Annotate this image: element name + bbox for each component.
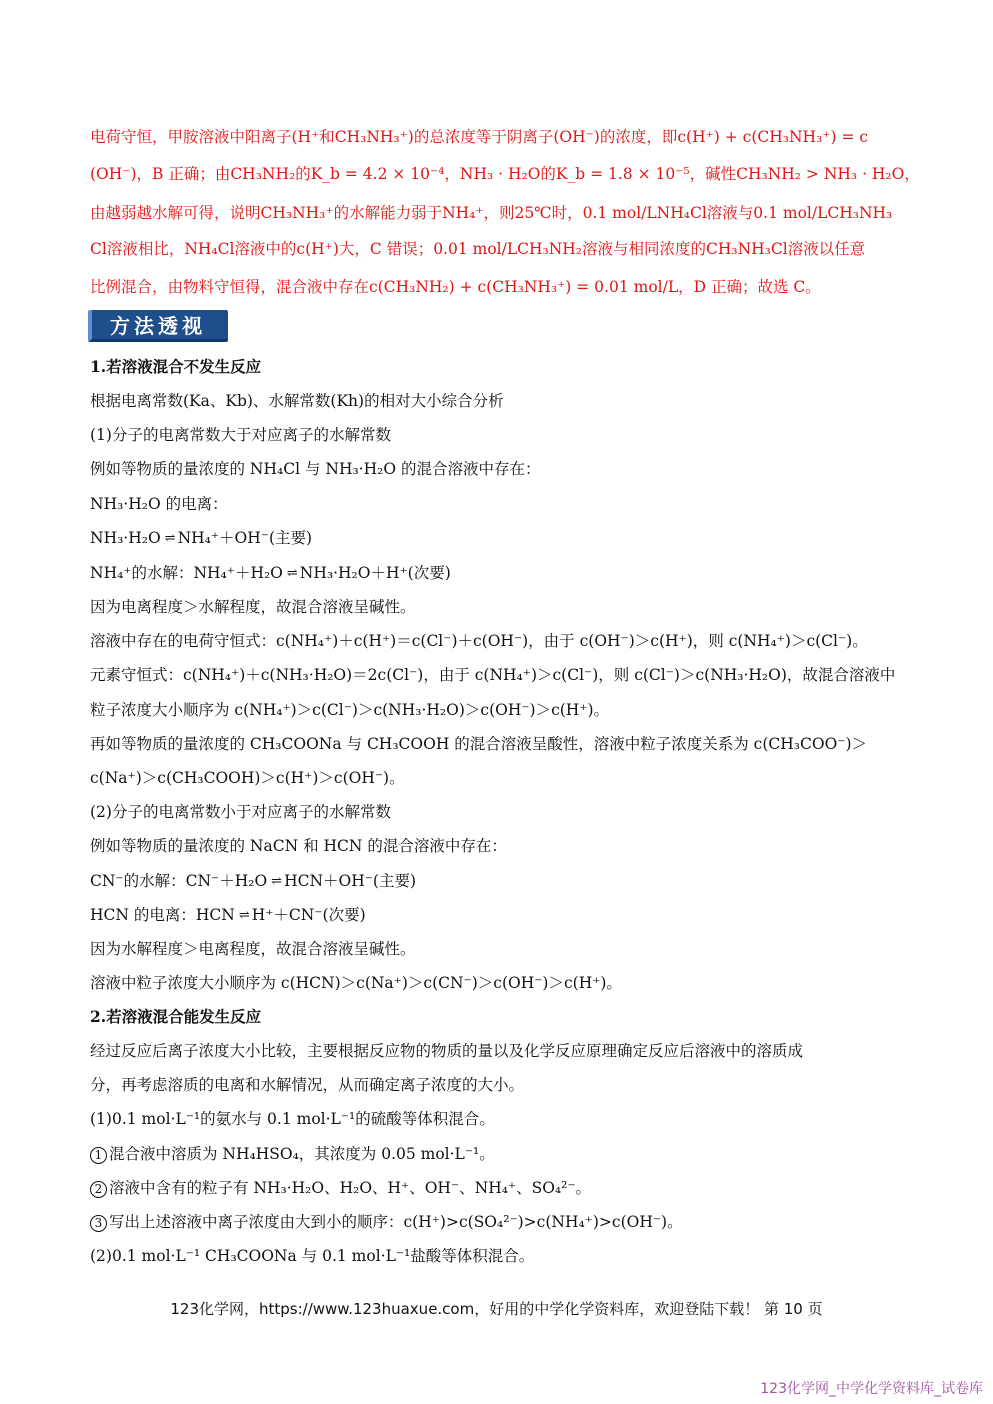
- equation-line: [90, 528, 312, 550]
- paragraph: (2)0.1 mol·L⁻¹ CH₃COONa 与 0.1 mol·L⁻¹盐酸等体积混合。: [90, 1247, 535, 1265]
- heading-no-reaction: 1.若溶液混合不发生反应: [90, 357, 262, 376]
- paragraph: 粒子浓度大小顺序为 c(NH₄⁺)＞c(Cl⁻)＞c(NH₃·H₂O)＞c(OH⁻)＞c(H⁺)。: [90, 701, 610, 719]
- equation-left: CN⁻的水解：CN⁻＋H₂O: [90, 872, 268, 890]
- paragraph: 因为水解程度＞电离程度，故混合溶液呈碱性。: [90, 940, 416, 958]
- equation-line: [90, 905, 366, 927]
- section-badge-label: 方法透视: [110, 314, 206, 338]
- equation-right: HCN＋OH⁻(主要): [284, 872, 417, 890]
- explanation-line-3: 由越弱越水解可得，说明CH₃NH₃⁺的水解能力弱于NH₄⁺，则25℃时，0.1 mol/LNH₄Cl溶液与0.1 mol/LCH₃NH₃: [90, 204, 893, 222]
- page-footer: 123化学网，https://www.123huaxue.com，好用的中学化学资料库，欢迎登陆下载！ 第 10 页: [170, 1300, 823, 1318]
- watermark: 123化学网_中学化学资料库_试卷库: [760, 1381, 983, 1397]
- paragraph: 经过反应后离子浓度大小比较，主要根据反应物的物质的量以及化学反应原理确定反应后溶液中的溶质成: [90, 1042, 804, 1060]
- equation-right: NH₃·H₂O＋H⁺(次要): [299, 564, 451, 582]
- numbered-item: [90, 1178, 591, 1198]
- equation-left: HCN 的电离：HCN: [90, 906, 235, 924]
- paragraph: 溶液中粒子浓度大小顺序为 c(HCN)＞c(Na⁺)＞c(CN⁻)＞c(OH⁻)＞c(H⁺)。: [90, 974, 622, 992]
- numbered-item: [90, 1144, 495, 1164]
- heading-with-reaction: 2.若溶液混合能发生反应: [90, 1007, 262, 1026]
- explanation-line-1: 电荷守恒，甲胺溶液中阳离子(H⁺和CH₃NH₃⁺)的总浓度等于阴离子(OH⁻)的浓度，即c(H⁺) + c(CH₃NH₃⁺) = c: [90, 128, 869, 146]
- paragraph: 元素守恒式：c(NH₄⁺)＋c(NH₃·H₂O)＝2c(Cl⁻)，由于 c(NH₄⁺)＞c(Cl⁻)，则 c(Cl⁻)＞c(NH₃·H₂O)，故混合溶液中: [90, 666, 896, 684]
- circled-number: 2: [90, 1181, 107, 1198]
- item-text: 写出上述溶液中离子浓度由大到小的顺序：c(H⁺)>c(SO₄²⁻)>c(NH₄⁺)>c(OH⁻)。: [109, 1213, 683, 1231]
- equation-right: H⁺＋CN⁻(次要): [251, 906, 366, 924]
- paragraph: 因为电离程度＞水解程度，故混合溶液呈碱性。: [90, 598, 416, 616]
- paragraph: 例如等物质的量浓度的 NaCN 和 HCN 的混合溶液中存在：: [90, 837, 507, 855]
- equation-left: NH₃·H₂O: [90, 529, 161, 547]
- paragraph: NH₃·H₂O 的电离：: [90, 495, 228, 513]
- circled-number: 1: [90, 1147, 107, 1164]
- paragraph: 根据电离常数(Ka、Kb)、水解常数(Kh)的相对大小综合分析: [90, 392, 504, 410]
- paragraph: (2)分子的电离常数小于对应离子的水解常数: [90, 803, 391, 821]
- item-text: 溶液中含有的粒子有 NH₃·H₂O、H₂O、H⁺、OH⁻、NH₄⁺、SO₄²⁻。: [109, 1179, 592, 1197]
- paragraph: (1)分子的电离常数大于对应离子的水解常数: [90, 426, 391, 444]
- paragraph: 溶液中存在的电荷守恒式：c(NH₄⁺)＋c(H⁺)＝c(Cl⁻)＋c(OH⁻)，由于 c(OH⁻)＞c(H⁺)，则 c(NH₄⁺)＞c(Cl⁻)。: [90, 632, 868, 650]
- paragraph: 分，再考虑溶质的电离和水解情况，从而确定离子浓度的大小。: [90, 1076, 525, 1094]
- equilibrium-arrow-icon: ⇌: [238, 908, 248, 923]
- explanation-line-2: (OH⁻)，B 正确；由CH₃NH₂的K_b = 4.2 × 10⁻⁴，NH₃ · H₂O的K_b = 1.8 × 10⁻⁵，碱性CH₃NH₂ > NH₃ · H₂O，: [90, 165, 920, 183]
- item-text: 混合液中溶质为 NH₄HSO₄，其浓度为 0.05 mol·L⁻¹。: [109, 1145, 495, 1163]
- numbered-item: [90, 1212, 683, 1232]
- equation-right: NH₄⁺＋OH⁻(主要): [177, 529, 313, 547]
- paragraph: 再如等物质的量浓度的 CH₃COONa 与 CH₃COOH 的混合溶液呈酸性，溶液中粒子浓度关系为 c(CH₃COO⁻)＞: [90, 735, 868, 753]
- explanation-line-5: 比例混合，由物料守恒得，混合液中存在c(CH₃NH₂) + c(CH₃NH₃⁺) = 0.01 mol/L，D 正确；故选 C。: [90, 278, 821, 296]
- equation-line: [90, 871, 416, 893]
- circled-number: 3: [90, 1215, 107, 1232]
- section-badge: [88, 310, 228, 342]
- equation-left: NH₄⁺的水解：NH₄⁺＋H₂O: [90, 564, 283, 582]
- equilibrium-arrow-icon: ⇌: [271, 874, 281, 889]
- equation-line: [90, 563, 451, 585]
- equilibrium-arrow-icon: ⇌: [164, 531, 174, 546]
- explanation-line-4: Cl溶液相比，NH₄Cl溶液中的c(H⁺)大，C 错误；0.01 mol/LCH₃NH₂溶液与相同浓度的CH₃NH₃Cl溶液以任意: [90, 240, 866, 258]
- paragraph: 例如等物质的量浓度的 NH₄Cl 与 NH₃·H₂O 的混合溶液中存在：: [90, 460, 541, 478]
- equilibrium-arrow-icon: ⇌: [286, 566, 296, 581]
- paragraph: c(Na⁺)＞c(CH₃COOH)＞c(H⁺)＞c(OH⁻)。: [90, 769, 405, 787]
- paragraph: (1)0.1 mol·L⁻¹的氨水与 0.1 mol·L⁻¹的硫酸等体积混合。: [90, 1110, 495, 1128]
